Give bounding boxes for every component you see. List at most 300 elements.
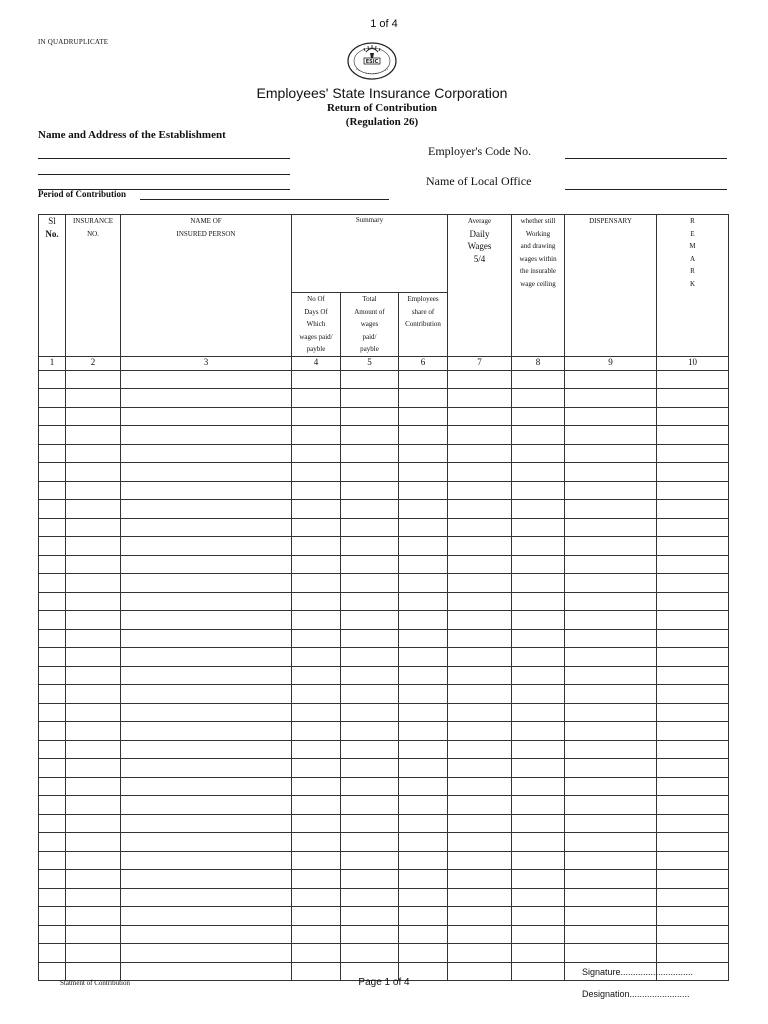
table-cell[interactable] [565,444,657,463]
table-cell[interactable] [512,796,565,815]
table-cell[interactable] [341,851,399,870]
table-cell[interactable] [341,703,399,722]
table-cell[interactable] [512,722,565,741]
table-cell[interactable] [399,537,448,556]
table-cell[interactable] [121,870,292,889]
table-cell[interactable] [399,907,448,926]
table-cell[interactable] [39,888,66,907]
table-cell[interactable] [341,370,399,389]
table-cell[interactable] [399,648,448,667]
table-cell[interactable] [512,888,565,907]
table-cell[interactable] [292,907,341,926]
table-cell[interactable] [292,611,341,630]
table-cell[interactable] [341,870,399,889]
table-cell[interactable] [292,925,341,944]
table-cell[interactable] [565,740,657,759]
table-cell[interactable] [448,925,512,944]
table-cell[interactable] [121,555,292,574]
table-cell[interactable] [66,370,121,389]
table-cell[interactable] [657,851,729,870]
table-cell[interactable] [341,463,399,482]
table-cell[interactable] [121,888,292,907]
table-cell[interactable] [121,814,292,833]
table-cell[interactable] [448,666,512,685]
table-cell[interactable] [39,685,66,704]
table-cell[interactable] [39,518,66,537]
table-cell[interactable] [399,426,448,445]
table-cell[interactable] [292,370,341,389]
table-cell[interactable] [512,611,565,630]
table-cell[interactable] [512,463,565,482]
table-cell[interactable] [512,426,565,445]
table-cell[interactable] [448,444,512,463]
table-cell[interactable] [292,592,341,611]
table-cell[interactable] [39,870,66,889]
table-cell[interactable] [121,777,292,796]
table-cell[interactable] [448,481,512,500]
table-cell[interactable] [448,907,512,926]
table-cell[interactable] [512,574,565,593]
table-cell[interactable] [399,759,448,778]
table-cell[interactable] [341,407,399,426]
table-cell[interactable] [448,648,512,667]
table-cell[interactable] [399,463,448,482]
table-cell[interactable] [39,851,66,870]
table-cell[interactable] [39,592,66,611]
table-cell[interactable] [657,685,729,704]
table-cell[interactable] [121,666,292,685]
table-cell[interactable] [66,426,121,445]
table-cell[interactable] [512,851,565,870]
table-cell[interactable] [657,648,729,667]
table-cell[interactable] [399,370,448,389]
table-cell[interactable] [657,537,729,556]
table-cell[interactable] [39,759,66,778]
table-cell[interactable] [512,629,565,648]
table-cell[interactable] [66,611,121,630]
table-cell[interactable] [399,685,448,704]
table-cell[interactable] [39,555,66,574]
table-cell[interactable] [39,814,66,833]
table-cell[interactable] [66,888,121,907]
table-cell[interactable] [292,481,341,500]
table-cell[interactable] [292,851,341,870]
table-cell[interactable] [39,537,66,556]
table-cell[interactable] [657,833,729,852]
table-cell[interactable] [565,759,657,778]
table-cell[interactable] [657,611,729,630]
table-cell[interactable] [341,444,399,463]
table-cell[interactable] [66,574,121,593]
table-cell[interactable] [448,555,512,574]
table-cell[interactable] [39,370,66,389]
table-cell[interactable] [292,740,341,759]
table-cell[interactable] [341,685,399,704]
table-cell[interactable] [565,463,657,482]
table-cell[interactable] [121,611,292,630]
table-cell[interactable] [657,777,729,796]
table-cell[interactable] [121,389,292,408]
table-cell[interactable] [399,777,448,796]
table-cell[interactable] [448,870,512,889]
table-cell[interactable] [565,555,657,574]
table-cell[interactable] [121,463,292,482]
table-cell[interactable] [66,463,121,482]
table-cell[interactable] [292,426,341,445]
table-cell[interactable] [121,925,292,944]
table-cell[interactable] [39,925,66,944]
table-cell[interactable] [39,426,66,445]
table-cell[interactable] [399,481,448,500]
table-cell[interactable] [512,444,565,463]
table-cell[interactable] [66,537,121,556]
table-cell[interactable] [565,481,657,500]
table-cell[interactable] [565,500,657,519]
table-cell[interactable] [292,833,341,852]
table-cell[interactable] [292,759,341,778]
table-cell[interactable] [512,666,565,685]
table-cell[interactable] [399,851,448,870]
table-cell[interactable] [341,574,399,593]
table-cell[interactable] [657,740,729,759]
table-cell[interactable] [565,407,657,426]
table-cell[interactable] [121,648,292,667]
table-cell[interactable] [657,666,729,685]
table-cell[interactable] [292,685,341,704]
table-cell[interactable] [292,463,341,482]
table-cell[interactable] [657,814,729,833]
table-cell[interactable] [448,777,512,796]
table-cell[interactable] [341,426,399,445]
table-cell[interactable] [39,740,66,759]
table-cell[interactable] [448,740,512,759]
table-cell[interactable] [448,370,512,389]
table-cell[interactable] [399,407,448,426]
table-cell[interactable] [292,500,341,519]
table-cell[interactable] [292,870,341,889]
table-cell[interactable] [399,500,448,519]
table-cell[interactable] [565,833,657,852]
table-cell[interactable] [66,814,121,833]
table-cell[interactable] [66,740,121,759]
table-cell[interactable] [292,444,341,463]
table-cell[interactable] [565,648,657,667]
table-cell[interactable] [657,407,729,426]
table-cell[interactable] [66,500,121,519]
table-cell[interactable] [565,851,657,870]
table-cell[interactable] [292,888,341,907]
table-cell[interactable] [399,833,448,852]
table-cell[interactable] [448,629,512,648]
table-cell[interactable] [121,407,292,426]
table-cell[interactable] [39,407,66,426]
table-cell[interactable] [341,722,399,741]
table-cell[interactable] [657,870,729,889]
table-cell[interactable] [39,907,66,926]
table-cell[interactable] [657,574,729,593]
table-cell[interactable] [39,629,66,648]
table-cell[interactable] [66,518,121,537]
table-cell[interactable] [121,685,292,704]
table-cell[interactable] [292,703,341,722]
table-cell[interactable] [292,555,341,574]
table-cell[interactable] [657,759,729,778]
table-cell[interactable] [399,944,448,963]
table-cell[interactable] [512,833,565,852]
table-cell[interactable] [341,944,399,963]
table-cell[interactable] [565,611,657,630]
table-cell[interactable] [121,722,292,741]
table-cell[interactable] [565,796,657,815]
table-cell[interactable] [448,592,512,611]
table-cell[interactable] [399,703,448,722]
table-cell[interactable] [657,481,729,500]
table-cell[interactable] [341,833,399,852]
table-cell[interactable] [292,574,341,593]
table-cell[interactable] [565,703,657,722]
table-cell[interactable] [565,870,657,889]
table-cell[interactable] [565,426,657,445]
table-cell[interactable] [121,500,292,519]
table-cell[interactable] [121,370,292,389]
table-cell[interactable] [66,666,121,685]
table-cell[interactable] [657,389,729,408]
table-cell[interactable] [121,444,292,463]
table-cell[interactable] [399,796,448,815]
table-cell[interactable] [657,426,729,445]
table-cell[interactable] [565,389,657,408]
table-cell[interactable] [399,722,448,741]
table-cell[interactable] [399,629,448,648]
table-cell[interactable] [448,407,512,426]
table-cell[interactable] [512,907,565,926]
table-cell[interactable] [121,629,292,648]
table-cell[interactable] [341,629,399,648]
table-cell[interactable] [341,907,399,926]
table-cell[interactable] [657,925,729,944]
table-cell[interactable] [39,463,66,482]
table-cell[interactable] [565,629,657,648]
table-cell[interactable] [657,907,729,926]
table-cell[interactable] [121,944,292,963]
table-cell[interactable] [565,907,657,926]
table-cell[interactable] [448,574,512,593]
table-cell[interactable] [448,944,512,963]
table-cell[interactable] [66,907,121,926]
table-cell[interactable] [512,555,565,574]
table-cell[interactable] [565,814,657,833]
table-cell[interactable] [39,574,66,593]
table-cell[interactable] [66,703,121,722]
table-cell[interactable] [121,907,292,926]
table-cell[interactable] [341,740,399,759]
table-cell[interactable] [66,629,121,648]
table-cell[interactable] [121,759,292,778]
table-cell[interactable] [399,555,448,574]
table-cell[interactable] [448,426,512,445]
table-cell[interactable] [399,666,448,685]
table-cell[interactable] [121,537,292,556]
table-cell[interactable] [341,888,399,907]
table-cell[interactable] [66,722,121,741]
table-cell[interactable] [512,370,565,389]
table-cell[interactable] [448,722,512,741]
table-cell[interactable] [448,814,512,833]
table-cell[interactable] [292,722,341,741]
table-cell[interactable] [292,518,341,537]
table-cell[interactable] [121,574,292,593]
table-cell[interactable] [512,759,565,778]
table-cell[interactable] [399,611,448,630]
table-cell[interactable] [121,592,292,611]
table-cell[interactable] [512,481,565,500]
table-cell[interactable] [512,740,565,759]
table-cell[interactable] [66,833,121,852]
table-cell[interactable] [512,648,565,667]
table-cell[interactable] [66,389,121,408]
table-cell[interactable] [39,389,66,408]
table-cell[interactable] [512,870,565,889]
table-cell[interactable] [512,500,565,519]
table-cell[interactable] [341,777,399,796]
table-cell[interactable] [66,944,121,963]
table-cell[interactable] [399,592,448,611]
table-cell[interactable] [657,555,729,574]
table-cell[interactable] [565,666,657,685]
table-cell[interactable] [341,518,399,537]
table-cell[interactable] [399,814,448,833]
table-cell[interactable] [292,537,341,556]
table-cell[interactable] [399,518,448,537]
table-cell[interactable] [399,389,448,408]
table-cell[interactable] [66,796,121,815]
table-cell[interactable] [565,592,657,611]
table-cell[interactable] [292,777,341,796]
table-cell[interactable] [341,481,399,500]
table-cell[interactable] [341,555,399,574]
table-cell[interactable] [121,796,292,815]
table-cell[interactable] [39,444,66,463]
table-cell[interactable] [399,870,448,889]
table-cell[interactable] [448,537,512,556]
table-cell[interactable] [565,370,657,389]
table-cell[interactable] [292,944,341,963]
table-cell[interactable] [448,611,512,630]
table-cell[interactable] [448,833,512,852]
table-cell[interactable] [341,500,399,519]
table-cell[interactable] [341,537,399,556]
table-cell[interactable] [66,407,121,426]
table-cell[interactable] [399,574,448,593]
table-cell[interactable] [341,611,399,630]
table-cell[interactable] [39,500,66,519]
table-cell[interactable] [292,648,341,667]
table-cell[interactable] [341,759,399,778]
table-cell[interactable] [565,925,657,944]
table-cell[interactable] [341,666,399,685]
table-cell[interactable] [448,518,512,537]
table-cell[interactable] [66,925,121,944]
table-cell[interactable] [565,944,657,963]
table-cell[interactable] [399,888,448,907]
table-cell[interactable] [512,814,565,833]
table-cell[interactable] [39,666,66,685]
table-cell[interactable] [448,796,512,815]
table-cell[interactable] [121,426,292,445]
table-cell[interactable] [341,925,399,944]
table-cell[interactable] [292,629,341,648]
table-cell[interactable] [66,592,121,611]
table-cell[interactable] [448,703,512,722]
table-cell[interactable] [39,611,66,630]
table-cell[interactable] [121,851,292,870]
table-cell[interactable] [121,703,292,722]
table-cell[interactable] [292,407,341,426]
table-cell[interactable] [39,481,66,500]
table-cell[interactable] [448,851,512,870]
table-cell[interactable] [657,888,729,907]
table-cell[interactable] [341,592,399,611]
table-cell[interactable] [657,722,729,741]
table-cell[interactable] [448,685,512,704]
table-cell[interactable] [66,777,121,796]
table-cell[interactable] [512,592,565,611]
table-cell[interactable] [399,925,448,944]
table-cell[interactable] [657,500,729,519]
table-cell[interactable] [66,759,121,778]
table-cell[interactable] [39,722,66,741]
table-cell[interactable] [399,740,448,759]
table-cell[interactable] [121,518,292,537]
table-cell[interactable] [39,703,66,722]
table-cell[interactable] [565,537,657,556]
table-cell[interactable] [657,796,729,815]
table-cell[interactable] [39,796,66,815]
table-cell[interactable] [565,574,657,593]
table-cell[interactable] [292,796,341,815]
table-cell[interactable] [66,444,121,463]
table-cell[interactable] [341,648,399,667]
table-cell[interactable] [66,851,121,870]
table-cell[interactable] [39,648,66,667]
table-cell[interactable] [341,814,399,833]
table-cell[interactable] [341,389,399,408]
table-cell[interactable] [565,518,657,537]
table-cell[interactable] [292,389,341,408]
table-cell[interactable] [657,629,729,648]
table-cell[interactable] [448,463,512,482]
table-cell[interactable] [66,685,121,704]
table-cell[interactable] [565,777,657,796]
table-cell[interactable] [121,833,292,852]
table-cell[interactable] [657,944,729,963]
table-cell[interactable] [448,759,512,778]
table-cell[interactable] [448,500,512,519]
table-cell[interactable] [657,444,729,463]
table-cell[interactable] [512,777,565,796]
table-cell[interactable] [512,703,565,722]
table-cell[interactable] [121,740,292,759]
table-cell[interactable] [512,944,565,963]
table-cell[interactable] [66,481,121,500]
table-cell[interactable] [39,833,66,852]
table-cell[interactable] [292,666,341,685]
table-cell[interactable] [512,389,565,408]
table-cell[interactable] [399,444,448,463]
table-cell[interactable] [657,463,729,482]
table-cell[interactable] [657,592,729,611]
table-cell[interactable] [565,685,657,704]
